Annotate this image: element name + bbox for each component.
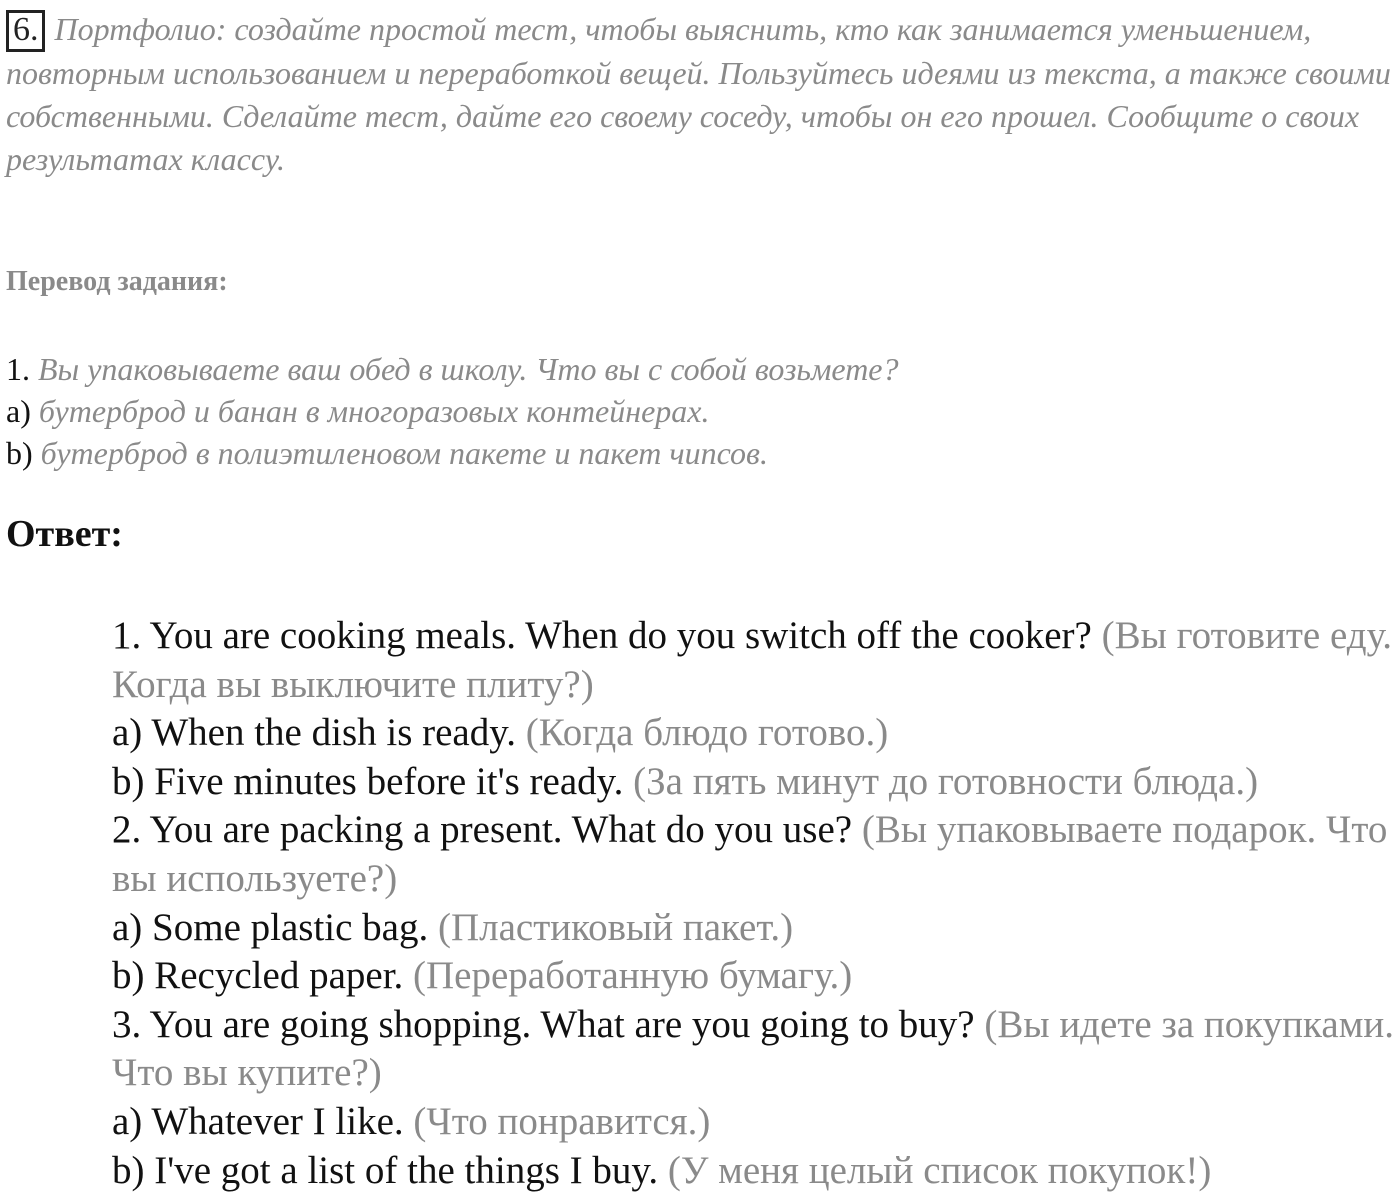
answer-item xyxy=(112,612,1394,709)
answer-russian: (У меня целый список покупок!) xyxy=(667,1148,1212,1192)
answer-russian: (Переработанную бумагу.) xyxy=(413,954,853,998)
answer-russian: (Что понравится.) xyxy=(413,1099,711,1143)
translation-text: Вы упаковываете ваш обед в школу. Что вы с собой возьмете? xyxy=(38,351,899,387)
answer-item xyxy=(112,952,1394,1001)
answer-russian: (Вы готовите еду. Когда вы выключите плиту?) xyxy=(112,614,1392,706)
answer-russian: (Пластиковый пакет.) xyxy=(438,905,794,949)
translation-marker: b) xyxy=(6,435,33,471)
answer-item xyxy=(112,806,1394,903)
answer-item xyxy=(112,904,1394,953)
translation-text: бутерброд и банан в многоразовых контейнерах. xyxy=(38,393,710,429)
answer-english: 1. You are cooking meals. When do you switch off the cooker? xyxy=(112,614,1092,657)
answer-item xyxy=(112,1098,1394,1147)
answer-russian: (Вы упаковываете подарок. Что вы используете?) xyxy=(112,808,1388,900)
answer-russian: (Вы идете за покупками. Что вы купите?) xyxy=(112,1002,1395,1095)
answer-item xyxy=(112,709,1394,758)
answer-english: a) When the dish is ready. xyxy=(112,711,516,755)
translation-line xyxy=(6,390,899,432)
answer-english: 2. You are packing a present. What do you use? xyxy=(112,808,853,852)
answer-english: a) Whatever I like. xyxy=(112,1099,404,1143)
task-statement xyxy=(6,8,1398,181)
answer-item xyxy=(112,1147,1394,1195)
answer-item xyxy=(112,1001,1394,1098)
answer-russian: (Когда блюдо готово.) xyxy=(525,711,889,755)
translation-line xyxy=(6,432,899,474)
translation-marker: 1. xyxy=(6,351,30,387)
answer-list xyxy=(112,612,1394,1195)
translation-marker: a) xyxy=(6,393,31,429)
answer-english: b) I've got a list of the things I buy. xyxy=(112,1148,659,1192)
answer-english: b) Recycled paper. xyxy=(112,954,404,998)
translation-block xyxy=(6,348,899,474)
answer-english: 3. You are going shopping. What are you going to buy? xyxy=(112,1002,975,1046)
task-number: 6. xyxy=(6,10,45,52)
answer-heading: Ответ: xyxy=(6,513,123,555)
task-text: Портфолио: создайте простой тест, чтобы выяснить, кто как занимается уменьшением, повторным использованием и переработкой вещей. Пользуйтесь идеями из текста, а также своими собственными. Сделайте тест, дайте его своему соседу, чтобы он его прошел. Сообщите о своих результатах классу. xyxy=(6,11,1391,177)
answer-item xyxy=(112,758,1394,807)
answer-english: b) Five minutes before it's ready. xyxy=(112,759,624,803)
answer-english: a) Some plastic bag. xyxy=(112,905,429,949)
translation-text: бутерброд в полиэтиленовом пакете и пакет чипсов. xyxy=(40,435,768,471)
translation-heading: Перевод задания: xyxy=(6,266,228,297)
translation-line xyxy=(6,348,899,390)
answer-russian: (За пять минут до готовности блюда.) xyxy=(633,759,1259,803)
